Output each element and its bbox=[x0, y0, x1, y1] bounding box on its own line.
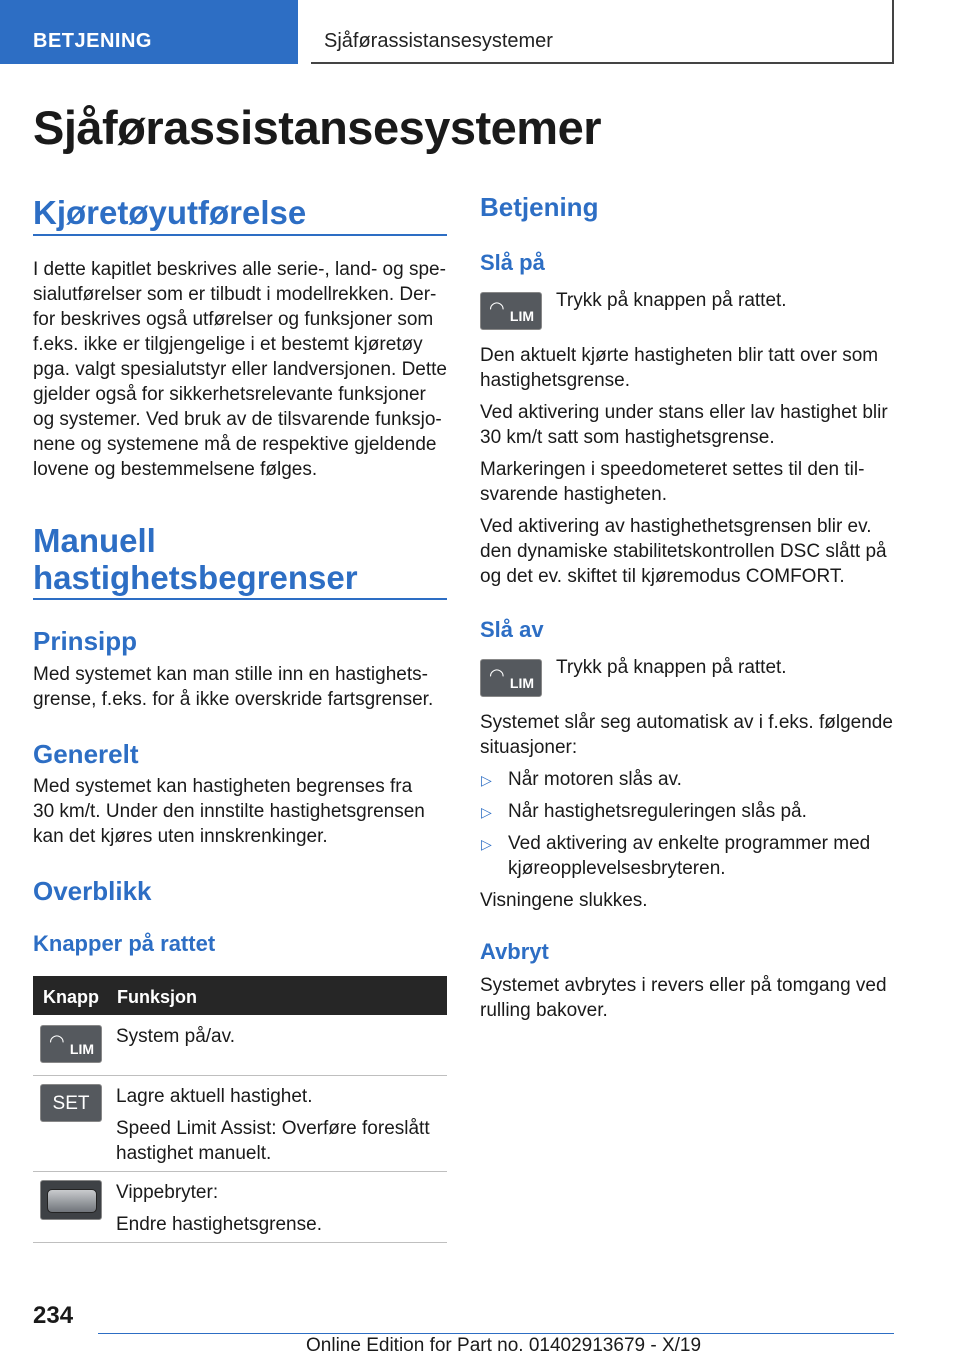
speedometer-icon: ◠ bbox=[489, 298, 505, 318]
text-line: f.eks. ikke er tilgjengelige i et bestemt kjøretøy bbox=[33, 334, 423, 355]
page-title: Sjåførassistansesystemer bbox=[33, 101, 602, 154]
text-line: Ved aktivering av enkelte programmer med bbox=[508, 833, 871, 854]
heading-operation: Betjening bbox=[480, 192, 599, 222]
text-line: sialutførelser som er tilbudt i modellrekken. Der- bbox=[33, 284, 437, 305]
text-line: den dynamiske stabilitetskontrollen DSC slått på bbox=[480, 541, 887, 562]
heading-vehicle: Kjøretøyutførelse bbox=[33, 194, 307, 231]
off-after-text: Visningene slukkes. bbox=[480, 890, 648, 911]
list-item: Når motoren slås av. bbox=[508, 769, 682, 790]
text-line: situasjoner: bbox=[480, 737, 578, 758]
text-line: 30 km/t. Under den innstilte hastighetsgrensen bbox=[33, 801, 425, 822]
heading-principle: Prinsipp bbox=[33, 626, 138, 656]
text-line: pga. valgt spesialutstyr eller landversjonen. Dette bbox=[33, 359, 448, 380]
lim-label: LIM bbox=[509, 308, 534, 324]
bullet-icon: ▷ bbox=[481, 804, 492, 820]
press-instruction: Trykk på knappen på rattet. bbox=[556, 657, 787, 678]
text-line: Systemet avbrytes i revers eller på tomgang ved bbox=[480, 975, 887, 996]
on-paragraphs bbox=[480, 343, 900, 589]
speedometer-icon: ◠ bbox=[49, 1031, 65, 1051]
rocker-switch-icon bbox=[40, 1180, 102, 1220]
col-button: Knapp bbox=[43, 987, 99, 1007]
heading-general: Generelt bbox=[33, 739, 139, 769]
lim-button-icon bbox=[40, 1025, 102, 1063]
bullet-icon: ▷ bbox=[481, 836, 492, 852]
chapter-tab bbox=[311, 0, 894, 64]
text-line: Med systemet kan man stille inn en hastighets- bbox=[33, 664, 428, 685]
text-line: hastighet manuelt. bbox=[116, 1143, 272, 1164]
text-line: kan det kjøres uten innskrenkinger. bbox=[33, 826, 328, 847]
off-paragraph bbox=[480, 710, 900, 760]
vehicle-paragraph bbox=[33, 257, 453, 482]
text-line: Markeringen i speedometeret settes til den til- bbox=[480, 459, 865, 480]
heading-line: hastighetsbegrenser bbox=[33, 559, 358, 597]
heading-off: Slå av bbox=[480, 617, 544, 642]
lim-button-icon bbox=[480, 659, 542, 697]
text-line: 30 km/t satt som hastighetsgrense. bbox=[480, 427, 775, 448]
heading-buttons: Knapper på rattet bbox=[33, 931, 216, 956]
heading-on: Slå på bbox=[480, 250, 545, 275]
heading-rule bbox=[33, 234, 447, 236]
heading-abort: Avbryt bbox=[480, 939, 549, 964]
text-line: Lagre aktuell hastighet. bbox=[116, 1086, 313, 1107]
speedometer-icon: ◠ bbox=[489, 665, 505, 685]
table-cell: System på/av. bbox=[116, 1026, 235, 1047]
edition-text: Online Edition for Part no. 01402913679 - X/19 bbox=[306, 1335, 702, 1356]
footer-rule bbox=[98, 1333, 894, 1334]
text-line: Den aktuelt kjørte hastigheten blir tatt over som bbox=[480, 345, 879, 366]
text-line: nene og systemene må de respektive gjeldende bbox=[33, 434, 437, 455]
abort-paragraph bbox=[480, 973, 900, 1023]
heading-overview: Overblikk bbox=[33, 876, 152, 906]
table-cell bbox=[116, 1180, 446, 1237]
text-line: rulling bakover. bbox=[480, 1000, 608, 1021]
text-line: grense, f.eks. for å ikke overskride fartsgrenser. bbox=[33, 689, 434, 710]
chapter-label: Sjåførassistansesystemer bbox=[324, 30, 553, 52]
text-line: og systemer. Ved bruk av de tilsvarende funksjo- bbox=[33, 409, 442, 430]
heading-manual bbox=[33, 522, 358, 597]
page-number: 234 bbox=[33, 1302, 74, 1329]
table-cell bbox=[116, 1084, 446, 1166]
text-line: gjelder også for sikkerhetsrelevante funksjoner bbox=[33, 384, 426, 405]
table-divider bbox=[33, 1075, 447, 1076]
lim-label: LIM bbox=[69, 1041, 94, 1057]
text-line: Endre hastighetsgrense. bbox=[116, 1214, 322, 1235]
table-header bbox=[33, 976, 447, 1015]
section-tab bbox=[0, 0, 298, 64]
text-line: Speed Limit Assist: Overføre foreslått bbox=[116, 1118, 430, 1139]
bullet-icon: ▷ bbox=[481, 772, 492, 788]
heading-line: Manuell bbox=[33, 522, 156, 559]
text-line: og det ev. skiftet til kjøremodus COMFORT. bbox=[480, 566, 845, 587]
section-label: BETJENING bbox=[33, 30, 152, 52]
press-instruction: Trykk på knappen på rattet. bbox=[556, 290, 787, 311]
text-line: Systemet slår seg automatisk av i f.eks. følgende bbox=[480, 712, 893, 733]
lim-label: LIM bbox=[509, 675, 534, 691]
rocker-paddle bbox=[47, 1189, 97, 1213]
text-line: lovene og bestemmelsene følges. bbox=[33, 459, 318, 480]
table-divider bbox=[33, 1171, 447, 1172]
text-line: Vippebryter: bbox=[116, 1182, 219, 1203]
col-function: Funksjon bbox=[117, 987, 197, 1007]
heading-rule bbox=[33, 598, 447, 600]
text-line: Ved aktivering av hastighethetsgrensen blir ev. bbox=[480, 516, 872, 537]
text-line: for beskrives også utførelser og funksjoner som bbox=[33, 309, 434, 330]
general-paragraph bbox=[33, 774, 453, 849]
text-line: I dette kapitlet beskrives alle serie-, land- og spe- bbox=[33, 259, 446, 280]
set-button-icon bbox=[40, 1084, 102, 1122]
text-line: svarende hastigheten. bbox=[480, 484, 667, 505]
table-divider bbox=[33, 1242, 447, 1243]
principle-paragraph bbox=[33, 662, 453, 712]
text-line: Ved aktivering under stans eller lav hastighet blir bbox=[480, 402, 888, 423]
text-line: kjøreopplevelsesbryteren. bbox=[508, 858, 726, 879]
text-line: Med systemet kan hastigheten begrenses fra bbox=[33, 776, 413, 797]
text-line: hastighetsgrense. bbox=[480, 370, 630, 391]
set-label: SET bbox=[52, 1093, 90, 1114]
list-item bbox=[508, 831, 870, 881]
lim-button-icon bbox=[480, 292, 542, 330]
list-item: Når hastighetsreguleringen slås på. bbox=[508, 801, 807, 822]
